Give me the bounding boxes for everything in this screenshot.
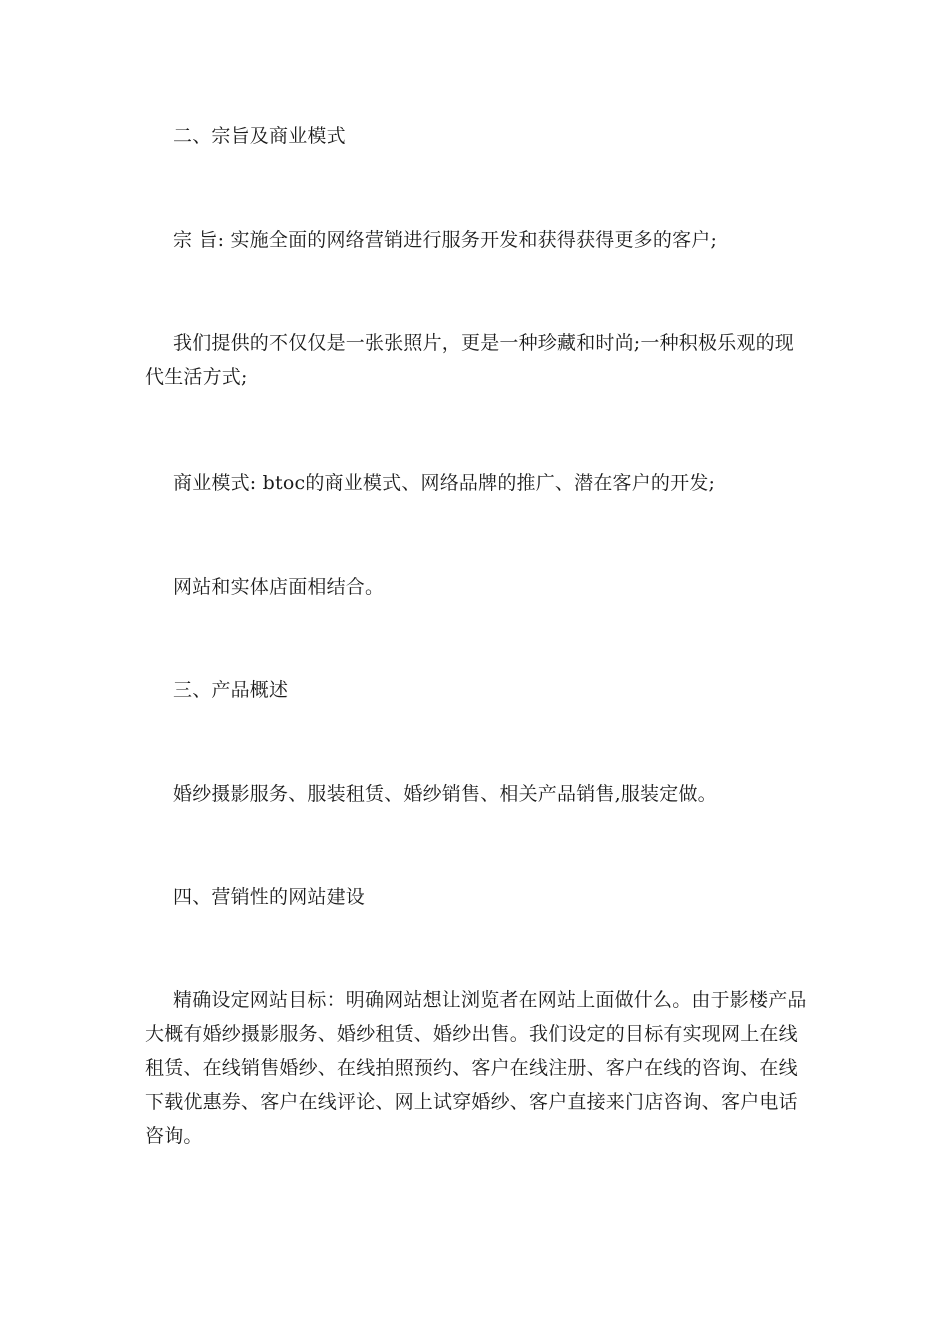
paragraph-website-goals: 精确设定网站目标：明确网站想让浏览者在网站上面做什么。由于影楼产品大概有婚纱摄影服务、婚纱租赁、婚纱出售。我们设定的目标有实现网上在线租赁、在线销售婚纱、在线拍照预约、客户在线注册、客户在线的咨询、在线下载优惠券、客户在线评论、网上试穿婚纱、客户直接来门店咨询、客户电话咨询。	[145, 989, 807, 1147]
paragraph-business-model: 商业模式: btoc的商业模式、网络品牌的推广、潜在客户的开发;	[173, 472, 716, 494]
paragraph-purpose: 宗 旨: 实施全面的网络营销进行服务开发和获得获得更多的客户;	[173, 229, 718, 251]
section-heading-website-building: 四、营销性的网站建设	[173, 886, 366, 908]
paragraph-value-statement: 我们提供的不仅仅是一张张照片，更是一种珍藏和时尚;一种积极乐观的现代生活方式;	[145, 332, 795, 388]
section-heading-product-overview: 三、产品概述	[173, 679, 289, 701]
paragraph-products: 婚纱摄影服务、服装租赁、婚纱销售、相关产品销售,服装定做。	[173, 783, 717, 805]
paragraph-online-offline: 网站和实体店面相结合。	[173, 576, 385, 598]
section-heading-purpose-business-model: 二、宗旨及商业模式	[173, 125, 346, 147]
